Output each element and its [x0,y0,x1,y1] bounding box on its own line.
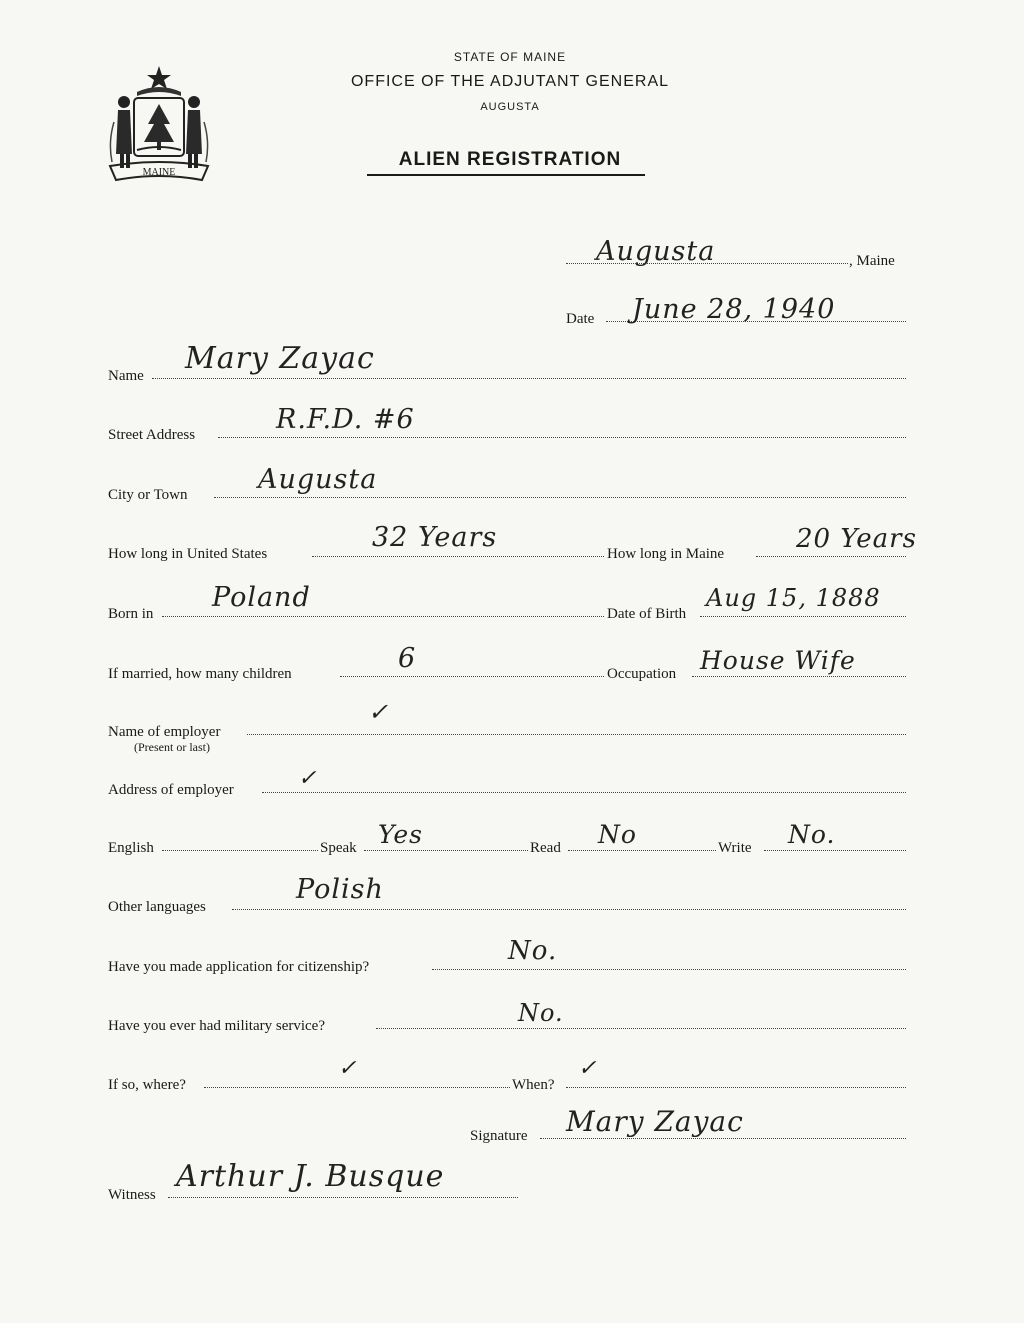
dob-label: Date of Birth [607,606,687,622]
dob-line [700,616,906,617]
when-line [566,1087,906,1088]
dob-value: Aug 15, 1888 [706,584,881,612]
witness-line [168,1197,518,1198]
write-line [764,850,906,851]
english-label: English [108,840,154,856]
street-address-value: R.F.D. #6 [276,404,415,435]
name-line [152,378,906,379]
maine-duration-label: How long in Maine [607,546,725,562]
header-city: AUGUSTA [480,101,540,113]
witness-label: Witness [108,1187,156,1203]
other-languages-label: Other languages [108,899,206,915]
street-address-line [218,437,906,438]
where-value: ✓ [338,1056,358,1081]
signature-label: Signature [470,1128,528,1144]
children-label: If married, how many children [108,666,292,682]
born-in-label: Born in [108,606,154,622]
read-label: Read [530,840,561,856]
occupation-value: House Wife [700,646,856,675]
where-label: If so, where? [108,1077,186,1093]
citizenship-value: No. [508,936,558,966]
maine-duration-value: 20 Years [796,524,917,554]
when-value: ✓ [578,1056,598,1081]
place-value: Augusta [596,236,716,267]
signature-line [540,1138,906,1139]
speak-value: Yes [378,820,423,849]
city-label: City or Town [108,487,188,503]
occupation-line [692,676,906,677]
write-value: No. [788,820,836,849]
military-value: No. [518,999,564,1027]
employer-name-sublabel: (Present or last) [134,740,210,754]
employer-name-line [247,734,906,735]
place-suffix: , Maine [849,253,895,269]
maine-duration-line [756,556,906,557]
citizenship-label: Have you made application for citizenship? [108,959,370,975]
read-value: No [598,820,637,849]
us-duration-label: How long in United States [108,546,268,562]
english-line [162,850,318,851]
write-label: Write [718,840,752,856]
us-duration-line [312,556,604,557]
other-languages-line [232,909,906,910]
military-label: Have you ever had military service? [108,1018,325,1034]
date-label: Date [566,311,595,327]
seal-text: MAINE [142,167,176,178]
other-languages-value: Polish [296,874,384,905]
header-office: OFFICE OF THE ADJUTANT GENERAL [350,73,670,90]
us-duration-value: 32 Years [372,522,498,553]
born-in-value: Poland [212,582,311,613]
header-state: STATE OF MAINE [453,50,567,64]
military-line [376,1028,906,1029]
name-label: Name [108,368,144,384]
read-line [568,850,716,851]
speak-line [364,850,528,851]
when-label: When? [512,1077,555,1093]
form-title: ALIEN REGISTRATION [398,149,622,170]
maine-state-seal [104,62,214,190]
employer-address-line [262,792,906,793]
children-value: 6 [398,643,417,674]
signature-value: Mary Zayac [566,1105,744,1138]
name-value: Mary Zayac [185,341,375,376]
born-in-line [162,616,604,617]
employer-name-value: ✓ [368,698,390,726]
city-value: Augusta [258,464,378,495]
employer-address-value: ✓ [298,766,318,791]
witness-value: Arthur J. Busque [176,1159,445,1194]
citizenship-line [432,969,906,970]
city-line [214,497,906,498]
date-value: June 28, 1940 [632,294,836,325]
employer-name-label: Name of employer [108,724,221,740]
speak-label: Speak [320,840,357,856]
children-line [340,676,604,677]
occupation-label: Occupation [607,666,677,682]
employer-address-label: Address of employer [108,782,234,798]
title-underline [367,174,645,176]
where-line [204,1087,510,1088]
street-address-label: Street Address [108,427,196,443]
